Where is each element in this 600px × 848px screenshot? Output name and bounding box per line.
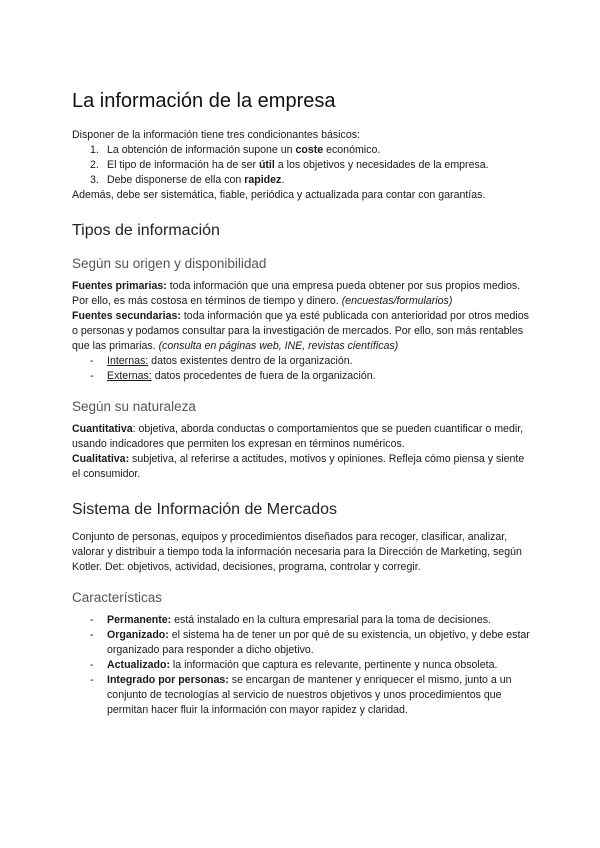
section-heading-tipos: Tipos de información: [72, 222, 220, 239]
list-item: - Actualizado: la información que captura es relevante, pertinente y nunca obsoleta.: [90, 659, 498, 671]
intro-list: [72, 143, 532, 188]
intro-lead: Disponer de la información tiene tres condicionantes básicos:: [72, 129, 360, 141]
paragraph-primarias: Fuentes primarias: toda información que una empresa pueda obtener por sus propios medios. Por ello, es más costosa en términos de tiempo y dinero. (encuestas/formularios): [72, 280, 521, 307]
page-title: La información de la empresa: [72, 90, 336, 112]
list-item: - Permanente: está instalado en la cultura empresarial para la toma de decisiones.: [90, 614, 491, 626]
list-item: - Integrado por personas: se encargan de mantener y enriquecer el mismo, junto a un conjunto de tecnologías al servicio de nuestros objetivos y unos procedimientos que permitan hacer fluir la información con mayor rapidez y claridad.: [90, 674, 512, 716]
intro-closing: Además, debe ser sistemática, fiable, periódica y actualizada para contar con garantías.: [72, 189, 486, 201]
paragraph-cualitativa: Cualitativa: subjetiva, al referirse a actitudes, motivos y opiniones. Refleja cómo piensa y siente el consumidor.: [72, 453, 525, 480]
subheading-naturaleza: Según su naturaleza: [72, 399, 196, 414]
document-page: [72, 88, 532, 718]
list-item: 3. Debe disponerse de ella con rapidez.: [90, 174, 285, 186]
list-item: - Internas: datos existentes dentro de la organización.: [90, 355, 353, 367]
caracteristicas-list: [72, 613, 532, 718]
list-item: - Externas: datos procedentes de fuera de la organización.: [90, 370, 376, 382]
paragraph-sim: Conjunto de personas, equipos y procedimientos diseñados para recoger, clasificar, analizar, valorar y distribuir a tiempo toda la información necesaria para la Dirección de Marketing, según Kotler. Det: objetivos, actividad, decisiones, programa, controlar y corregir.: [72, 531, 522, 573]
list-item: 2. El tipo de información ha de ser útil a los objetivos y necesidades de la empresa.: [90, 159, 489, 171]
paragraph-secundarias: Fuentes secundarias: toda información que ya esté publicada con anterioridad por otros medios o personas y podamos consultar para la investigación de mercados. Por ello, son más rentables que las primarias. (consulta en páginas web, INE, revistas científicas): [72, 310, 529, 352]
section-heading-sim: Sistema de Información de Mercados: [72, 501, 338, 518]
subheading-caracteristicas: Características: [72, 590, 163, 605]
list-item: - Organizado: el sistema ha de tener un por qué de su existencia, un objetivo, y debe estar organizado para responder a dicho objetivo.: [90, 629, 530, 656]
paragraph-cuantitativa: Cuantitativa: objetiva, aborda conductas o comportamientos que se pueden cuantificar o medir, usando indicadores que permiten los expresan en términos numéricos.: [72, 423, 524, 450]
list-item: 1. La obtención de información supone un coste económico.: [90, 144, 381, 156]
origen-sublist: [72, 354, 532, 384]
subheading-origen: Según su origen y disponibilidad: [72, 256, 267, 271]
